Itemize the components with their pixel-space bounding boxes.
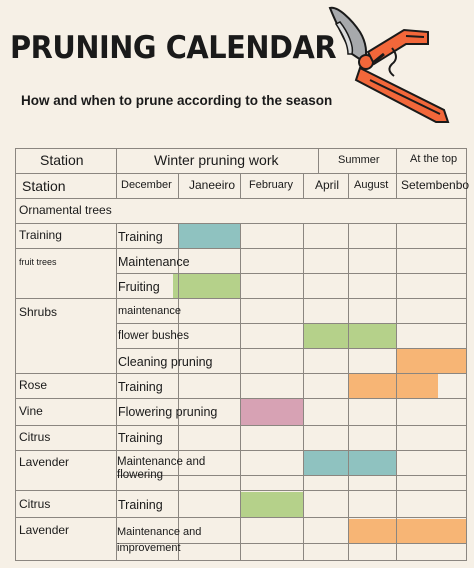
grid-line (178, 223, 179, 560)
schedule-bar (349, 374, 438, 398)
section-ornamental-trees: Ornamental trees (19, 203, 112, 217)
grid-line (15, 517, 117, 518)
grid-line (396, 173, 397, 198)
col-december: December (121, 179, 172, 191)
grid-line (116, 517, 467, 518)
grid-line (318, 148, 319, 173)
grid-line (15, 425, 117, 426)
row-work: Fruiting (118, 280, 160, 294)
schedule-bar (173, 273, 240, 298)
row-work: Cleaning pruning (118, 355, 213, 369)
row-station: Lavender (19, 523, 70, 537)
page-subtitle: How and when to prune according to the season (21, 93, 333, 108)
grid-line (303, 173, 304, 198)
row-work: Maintenance (118, 255, 190, 269)
grid-line (15, 398, 117, 399)
header-station-2: Station (22, 178, 66, 194)
schedule-bar (241, 399, 303, 425)
grid-line (116, 490, 467, 491)
grid-line (116, 348, 467, 349)
grid-line (116, 398, 467, 399)
row-station: Citrus (19, 430, 51, 444)
header-winter: Winter pruning work (154, 152, 279, 168)
row-station: Vine (19, 404, 43, 418)
grid-line (116, 273, 467, 274)
grid-line (178, 173, 179, 198)
schedule-bar (179, 223, 240, 248)
row-station: fruit trees (19, 257, 57, 267)
schedule-bar (397, 349, 466, 373)
schedule-bar (241, 492, 303, 517)
grid-line (15, 560, 467, 561)
row-work: Training (118, 230, 163, 244)
grid-line (15, 490, 117, 491)
row-work: maintenance (118, 305, 181, 317)
grid-line (15, 173, 467, 174)
row-work: Training (118, 380, 163, 394)
grid-line (15, 450, 117, 451)
grid-line (348, 223, 349, 560)
col-february: February (249, 179, 294, 191)
grid-line (15, 148, 467, 149)
grid-line (396, 148, 397, 173)
page-title: PRUNING CALENDAR (10, 30, 337, 66)
header-summer: Summer (338, 154, 380, 166)
row-work: flower bushes (118, 330, 189, 342)
row-station: Citrus (19, 497, 51, 511)
col-janeeiro: Janeeiro (189, 178, 236, 192)
schedule-bar (304, 323, 396, 348)
row-station: Rose (19, 378, 48, 392)
grid-line (15, 148, 16, 560)
grid-line (116, 450, 467, 451)
row-station: Training (19, 228, 62, 242)
col-april: April (315, 178, 340, 192)
row-work: Maintenance and flowering (117, 456, 206, 482)
schedule-bar (349, 519, 466, 543)
row-station: Shrubs (19, 305, 58, 319)
row-work: Training (118, 498, 163, 512)
grid-line (116, 425, 467, 426)
header-at-the-top: At the top (410, 153, 458, 165)
col-august: August (354, 179, 389, 191)
grid-line (466, 148, 467, 560)
grid-line (116, 148, 117, 198)
header-station: Station (40, 152, 84, 168)
grid-line (116, 373, 467, 374)
grid-line (15, 373, 117, 374)
grid-line (348, 173, 349, 198)
col-setembenbo: Setembenbo (401, 178, 470, 192)
schedule-bar (304, 450, 396, 475)
row-work: Flowering pruning (118, 405, 218, 419)
row-work: Maintenance and improvement (117, 526, 202, 554)
grid-line (116, 223, 117, 560)
grid-line (240, 223, 241, 560)
grid-line (396, 223, 397, 560)
grid-line (116, 298, 467, 299)
grid-line (15, 198, 467, 199)
grid-line (240, 173, 241, 198)
grid-line (116, 248, 467, 249)
grid-line (303, 223, 304, 560)
row-work: Training (118, 431, 163, 445)
grid-line (116, 323, 467, 324)
grid-line (15, 248, 117, 249)
grid-line (15, 298, 117, 299)
grid-line (15, 223, 467, 224)
row-station: Lavender (19, 455, 70, 469)
